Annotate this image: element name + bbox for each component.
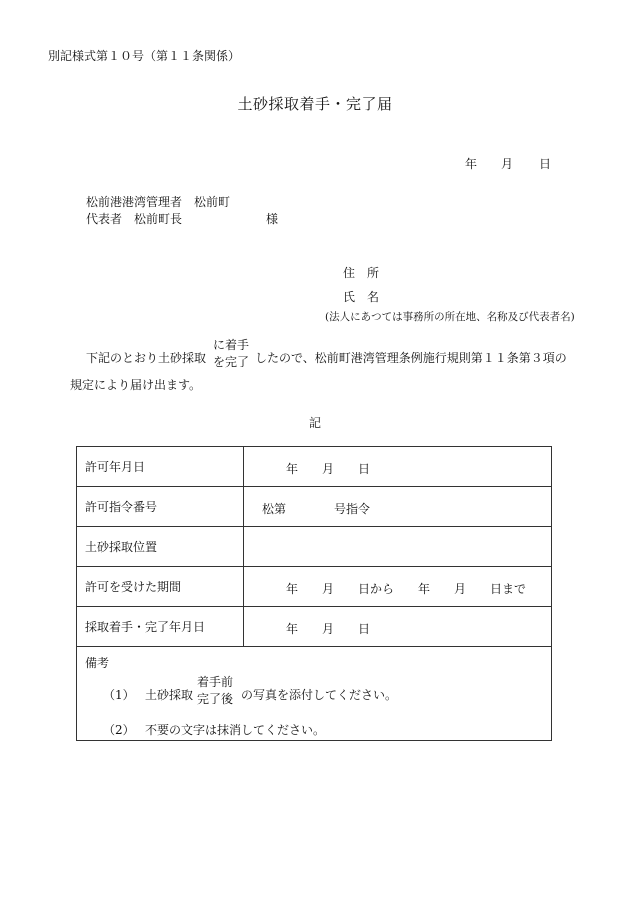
remarks-label: 備考 xyxy=(85,656,110,670)
date-year-label: 年 xyxy=(465,157,478,171)
addressee-line2: 代表者 松前町長 xyxy=(86,212,183,226)
note1-prefix: 土砂採取 xyxy=(145,688,194,702)
remarks-cell xyxy=(77,647,552,741)
date-day-label: 日 xyxy=(539,157,552,171)
ki-heading: 記 xyxy=(308,416,321,430)
body-suffix: したので、松前町港湾管理条例施行規則第１１条第３項の xyxy=(255,351,567,365)
note1-option-after: 完了後 xyxy=(197,692,234,706)
addressee-honorific: 様 xyxy=(266,212,279,226)
document-title: 土砂採取着手・完了届 xyxy=(237,95,393,113)
note1-suffix: の写真を添付してください。 xyxy=(241,688,398,702)
date-month-label: 月 xyxy=(501,157,514,171)
permit-date-day: 日 xyxy=(358,462,371,476)
permit-number-field xyxy=(244,487,552,527)
permit-number-suffix: 号指令 xyxy=(334,502,371,516)
body-option-complete: を完了 xyxy=(213,355,250,369)
start-end-date-month: 月 xyxy=(322,622,335,636)
period-start-month: 月 xyxy=(322,582,335,596)
start-end-date-day: 日 xyxy=(358,622,371,636)
note2-text: 不要の文字は抹消してください。 xyxy=(145,723,326,737)
name-note: (法人にあつては事務所の所在地、名称及び代表者名) xyxy=(325,311,575,323)
permit-date-month: 月 xyxy=(322,462,335,476)
period-end-month: 月 xyxy=(454,582,467,596)
period-end-year: 年 xyxy=(418,582,431,596)
period-label: 許可を受けた期間 xyxy=(77,567,244,607)
permit-number-prefix: 松第 xyxy=(262,502,287,516)
period-start-day: 日から xyxy=(358,582,395,596)
form-code: 別記様式第１０号（第１１条関係） xyxy=(48,49,241,63)
start-end-date-label: 採取着手・完了年月日 xyxy=(77,607,244,647)
permit-date-label: 許可年月日 xyxy=(77,447,244,487)
period-end-day: 日まで xyxy=(490,582,527,596)
note1-option-stack xyxy=(197,674,233,708)
table-row xyxy=(77,527,552,567)
body-line2: 規定により届け出ます。 xyxy=(70,378,202,392)
table-row xyxy=(77,447,552,487)
note1-option-before: 着手前 xyxy=(197,675,234,689)
location-field xyxy=(244,527,552,567)
permit-date-field xyxy=(244,447,552,487)
name-label: 氏 名 xyxy=(343,290,380,304)
body-prefix: 下記のとおり土砂採取 xyxy=(86,351,207,365)
table-row xyxy=(77,647,552,741)
permit-date-year: 年 xyxy=(286,462,299,476)
table-row xyxy=(77,487,552,527)
start-end-date-year: 年 xyxy=(286,622,299,636)
details-table xyxy=(76,446,552,741)
period-start-year: 年 xyxy=(286,582,299,596)
address-label: 住 所 xyxy=(343,266,380,280)
period-field xyxy=(244,567,552,607)
addressee-line1: 松前港港湾管理者 松前町 xyxy=(86,195,231,209)
permit-number-label: 許可指令番号 xyxy=(77,487,244,527)
body-option-stack xyxy=(213,337,249,371)
start-end-date-field xyxy=(244,607,552,647)
note1-number: （1） xyxy=(103,688,135,702)
table-row xyxy=(77,607,552,647)
note2-number: （2） xyxy=(103,723,135,737)
body-option-start: に着手 xyxy=(213,338,250,352)
table-row xyxy=(77,567,552,607)
location-label: 土砂採取位置 xyxy=(77,527,244,567)
